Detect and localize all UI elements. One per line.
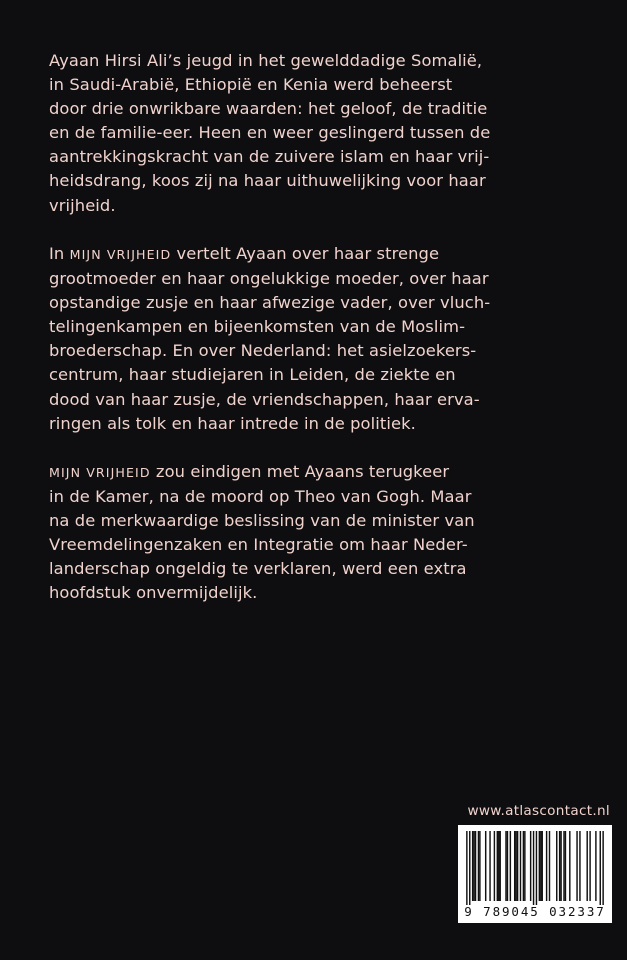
blurb-paragraph	[49, 460, 599, 606]
barcode-bar	[540, 831, 541, 901]
barcode-bar	[485, 831, 486, 901]
barcode-bar	[565, 831, 566, 901]
blurb-line	[49, 557, 599, 581]
barcode-bar	[556, 831, 557, 901]
book-title-smallcaps: MIJN VRIJHEID	[49, 465, 151, 480]
blurb-text	[49, 49, 599, 630]
barcode-bar	[507, 831, 508, 901]
barcode-bar	[595, 831, 596, 901]
blurb-text-segment: landerschap ongeldig te verklaren, werd een extra	[49, 559, 467, 579]
blurb-text-segment: vertelt Ayaan over haar strenge	[171, 243, 440, 263]
blurb-text-segment: In	[49, 243, 70, 263]
blurb-text-segment: vrijheid.	[49, 195, 116, 215]
barcode-bar	[497, 831, 498, 901]
barcode-bar	[533, 831, 534, 905]
barcode-bar	[559, 831, 560, 901]
blurb-text-segment: Vreemdelingenzaken en Integratie om haar Neder-	[49, 535, 468, 555]
blurb-text-segment: door drie onwrikbare waarden: het geloof, de traditie	[49, 99, 488, 119]
blurb-line	[49, 339, 599, 363]
barcode-bar	[473, 831, 474, 901]
barcode-bar	[469, 831, 470, 905]
blurb-text-segment: in Saudi-Arabië, Ethiopië en Kenia werd beheerst	[49, 75, 453, 95]
blurb-line	[49, 291, 599, 315]
blurb-line	[49, 485, 599, 509]
blurb-line	[49, 363, 599, 387]
barcode-bar	[515, 831, 516, 901]
publisher-website[interactable]: www.atlascontact.nl	[467, 803, 610, 819]
barcode-bar	[563, 831, 564, 901]
barcode-bar	[478, 831, 479, 901]
blurb-line	[49, 194, 599, 218]
blurb-line	[49, 267, 599, 291]
blurb-text-segment: heidsdrang, koos zij na haar uithuwelijking voor haar	[49, 171, 486, 191]
barcode-bar	[494, 831, 495, 901]
blurb-line	[49, 121, 599, 145]
barcode-bar	[576, 831, 577, 901]
blurb-text-segment: in de Kamer, na de moord op Theo van Gogh. Maar	[49, 487, 472, 507]
blurb-text-segment: dood van haar zusje, de vriendschappen, haar erva-	[49, 389, 480, 409]
blurb-text-segment: centrum, haar studiejaren in Leiden, de ziekte en	[49, 365, 456, 385]
isbn-number: 9 789045 032337	[464, 904, 606, 919]
isbn-barcode	[458, 825, 612, 923]
barcode-bar	[600, 831, 601, 905]
blurb-text-segment: zou eindigen met Ayaans terugkeer	[150, 462, 450, 481]
blurb-line	[49, 242, 599, 267]
barcode-bar	[549, 831, 550, 901]
blurb-text-segment: aantrekkingskracht van de zuivere islam en haar vrij-	[49, 147, 490, 167]
barcode-bar	[602, 831, 603, 905]
barcode-bar	[560, 831, 561, 901]
blurb-text-segment: telingenkampen en bijeenkomsten van de Moslim-	[49, 317, 466, 337]
barcode-bars	[458, 825, 612, 905]
barcode-bar	[542, 831, 543, 901]
barcode-bar	[505, 831, 506, 901]
barcode-bar	[517, 831, 518, 901]
blurb-text-segment: Ayaan Hirsi Ali’s jeugd in het gewelddadige Somalië,	[49, 51, 483, 70]
blurb-line	[49, 460, 599, 485]
blurb-text-segment: en de familie-eer. Heen en weer geslingerd tussen de	[49, 123, 491, 143]
barcode-bar	[475, 831, 476, 901]
blurb-text-segment: grootmoeder en haar ongelukkige moeder, over haar	[49, 269, 489, 289]
barcode-bar	[499, 831, 500, 901]
barcode-bar	[489, 831, 490, 901]
blurb-line	[49, 315, 599, 339]
barcode-bar	[546, 831, 547, 901]
blurb-text-segment: na de merkwaardige beslissing van de minister van	[49, 511, 475, 531]
blurb-line	[49, 581, 599, 605]
blurb-line	[49, 49, 599, 73]
barcode-bar	[530, 831, 531, 901]
barcode-bar	[569, 831, 570, 901]
barcode-bar	[510, 831, 511, 901]
barcode-bar	[579, 831, 580, 901]
blurb-line	[49, 97, 599, 121]
barcode-bar	[514, 831, 515, 901]
barcode-bar	[466, 831, 467, 905]
blurb-paragraph	[49, 242, 599, 436]
blurb-line	[49, 73, 599, 97]
blurb-text-segment: opstandige zusje en haar afwezige vader, over vluch-	[49, 293, 491, 313]
blurb-paragraph	[49, 49, 599, 218]
blurb-line	[49, 412, 599, 436]
barcode-bar	[586, 831, 587, 901]
blurb-line	[49, 145, 599, 169]
barcode-bar	[520, 831, 521, 901]
blurb-line	[49, 533, 599, 557]
barcode-bar	[498, 831, 499, 901]
book-title-smallcaps: MIJN VRIJHEID	[69, 246, 172, 262]
blurb-text-segment: ringen als tolk en haar intrede in de politiek.	[49, 413, 416, 433]
blurb-text-segment: hoofdstuk onvermijdelijk.	[49, 583, 258, 603]
barcode-bar	[524, 831, 525, 901]
barcode-bar	[539, 831, 540, 901]
barcode-bar	[523, 831, 524, 901]
blurb-line	[49, 509, 599, 533]
blurb-line	[49, 169, 599, 193]
barcode-bar	[589, 831, 590, 901]
blurb-text-segment: broederschap. En over Nederland: het asielzoekers-	[49, 341, 477, 361]
barcode-bar	[472, 831, 473, 901]
blurb-line	[49, 388, 599, 412]
barcode-bar	[536, 831, 537, 905]
barcode-bar	[479, 831, 480, 901]
